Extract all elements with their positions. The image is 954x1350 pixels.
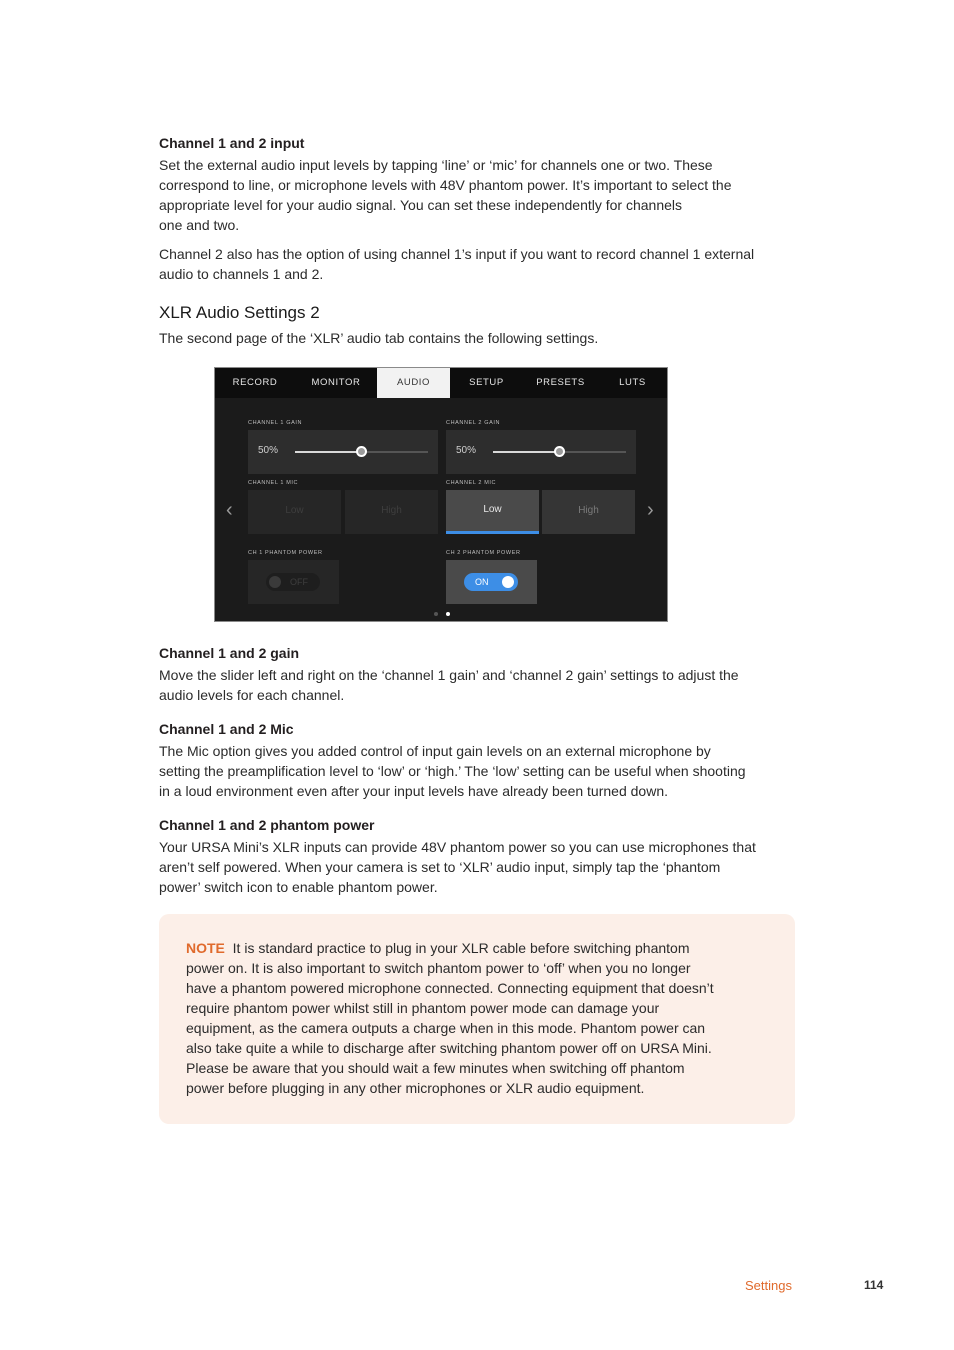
ch1-mic-high-button[interactable] — [345, 490, 438, 534]
note-first-line — [186, 938, 776, 958]
camera-audio-screen — [214, 367, 668, 622]
text-line: Channel 2 also has the option of using channel 1’s input if you want to record channel 1 external — [159, 246, 755, 262]
ch2-mic-high-label: High — [578, 505, 599, 516]
ch2-mic-low-label: Low — [483, 504, 502, 515]
toggle-knob — [269, 576, 281, 588]
paragraph-channel2-option — [159, 244, 754, 284]
text-line: Your URSA Mini’s XLR inputs can provide 48V phantom power so you can use microphones that — [159, 839, 756, 855]
xlr-intro: The second page of the ‘XLR’ audio tab contains the following settings. — [159, 330, 599, 346]
note-text — [186, 938, 776, 1098]
heading-channel-input: Channel 1 and 2 input — [159, 135, 305, 151]
heading-channel-gain: Channel 1 and 2 gain — [159, 645, 300, 661]
ch2-phantom-state: ON — [475, 577, 489, 587]
text-line: require phantom power whilst still in phantom power mode can damage your — [186, 1000, 660, 1016]
text-line: Set the external audio input levels by tapping ‘line’ or ‘mic’ for channels one or two. These — [159, 157, 713, 173]
chevron-right-icon[interactable]: › — [647, 499, 654, 521]
tab-monitor[interactable]: MONITOR — [311, 377, 361, 388]
ch2-gain-fill — [493, 451, 560, 453]
text-line: in a loud environment even after your input levels have already been turned down. — [159, 783, 668, 799]
text-line: correspond to line, or microphone levels with 48V phantom power. It’s important to select the — [159, 177, 732, 193]
note-box — [159, 914, 795, 1124]
text-line: one and two. — [159, 217, 240, 233]
text-line: power’ switch icon to enable phantom power. — [159, 879, 438, 895]
ch1-gain-slider-handle[interactable] — [356, 446, 367, 457]
text-line: power on. It is also important to switch phantom power to ‘off’ when you no longer — [186, 960, 691, 976]
ch1-phantom-box — [248, 560, 339, 604]
ch2-gain-slider-box — [446, 430, 636, 474]
ch1-gain-slider-box — [248, 430, 438, 474]
chevron-left-icon[interactable]: ‹ — [226, 499, 233, 521]
ch1-gain-fill — [295, 451, 362, 453]
ch2-phantom-toggle[interactable] — [464, 573, 518, 591]
text-line: audio levels for each channel. — [159, 687, 345, 703]
ch1-mic-low-button[interactable] — [248, 490, 341, 534]
page-number: 114 — [864, 1278, 884, 1292]
text-line: have a phantom powered microphone connected. Connecting equipment that doesn’t — [186, 980, 714, 996]
heading-xlr-audio-settings: XLR Audio Settings 2 — [159, 303, 320, 322]
ch1-gain-value: 50% — [258, 445, 279, 456]
ch1-phantom-label: CH 1 PHANTOM POWER — [248, 550, 323, 556]
ch1-phantom-state: OFF — [290, 577, 308, 587]
heading-phantom-power: Channel 1 and 2 phantom power — [159, 817, 375, 833]
tab-audio[interactable]: AUDIO — [377, 368, 450, 398]
paragraph-phantom-power — [159, 837, 756, 897]
ch1-gain-label: CHANNEL 1 GAIN — [248, 420, 303, 426]
text-line: The Mic option gives you added control of input gain levels on an external microphone by — [159, 743, 711, 759]
ch1-mic-low-label: Low — [285, 505, 304, 516]
ch1-mic-label: CHANNEL 1 MIC — [248, 480, 299, 486]
paragraph-channel-mic — [159, 741, 746, 801]
text-line: power before plugging in any other microphones or XLR audio equipment. — [186, 1080, 645, 1096]
paragraph-channel-input — [159, 155, 732, 235]
ch2-mic-high-button[interactable] — [542, 490, 635, 534]
tab-presets[interactable]: PRESETS — [536, 377, 585, 388]
ch2-gain-label: CHANNEL 2 GAIN — [446, 420, 501, 426]
heading-channel-mic: Channel 1 and 2 Mic — [159, 721, 294, 737]
text-line: aren’t self powered. When your camera is set to ‘XLR’ audio input, simply tap the ‘phantom — [159, 859, 721, 875]
footer-section-name: Settings — [745, 1278, 792, 1293]
toggle-knob — [502, 576, 514, 588]
tab-record[interactable]: RECORD — [232, 377, 278, 388]
text-line: equipment, as the camera outputs a charge when in this mode. Phantom power can — [186, 1020, 706, 1036]
page-dot-2[interactable] — [446, 612, 450, 616]
tab-bar — [215, 368, 667, 398]
text-line: audio to channels 1 and 2. — [159, 266, 324, 282]
text-line: also take quite a while to discharge after switching phantom power off on URSA Mini. — [186, 1040, 712, 1056]
ch1-mic-high-label: High — [381, 505, 402, 516]
text-line: setting the preamplification level to ‘low’ or ‘high.’ The ‘low’ setting can be useful when shooting — [159, 763, 746, 779]
note-label: NOTE — [186, 940, 225, 956]
ch2-gain-slider-handle[interactable] — [554, 446, 565, 457]
text-line: Move the slider left and right on the ‘channel 1 gain’ and ‘channel 2 gain’ settings to adjust the — [159, 667, 739, 683]
text-line: appropriate level for your audio signal. You can set these independently for channels — [159, 197, 683, 213]
ch2-mic-low-button[interactable] — [446, 490, 539, 534]
ch2-mic-label: CHANNEL 2 MIC — [446, 480, 497, 486]
text-line: Please be aware that you should wait a few minutes when switching off phantom — [186, 1060, 685, 1076]
paragraph-channel-gain — [159, 665, 739, 705]
tab-setup[interactable]: SETUP — [469, 377, 504, 388]
text-line: It is standard practice to plug in your XLR cable before switching phantom — [232, 940, 690, 956]
ch2-phantom-box — [446, 560, 537, 604]
ch2-phantom-label: CH 2 PHANTOM POWER — [446, 550, 521, 556]
ch1-phantom-toggle[interactable] — [266, 573, 320, 591]
page-dot-1[interactable] — [434, 612, 438, 616]
ch2-gain-value: 50% — [456, 445, 477, 456]
tab-luts[interactable]: LUTS — [619, 377, 646, 388]
